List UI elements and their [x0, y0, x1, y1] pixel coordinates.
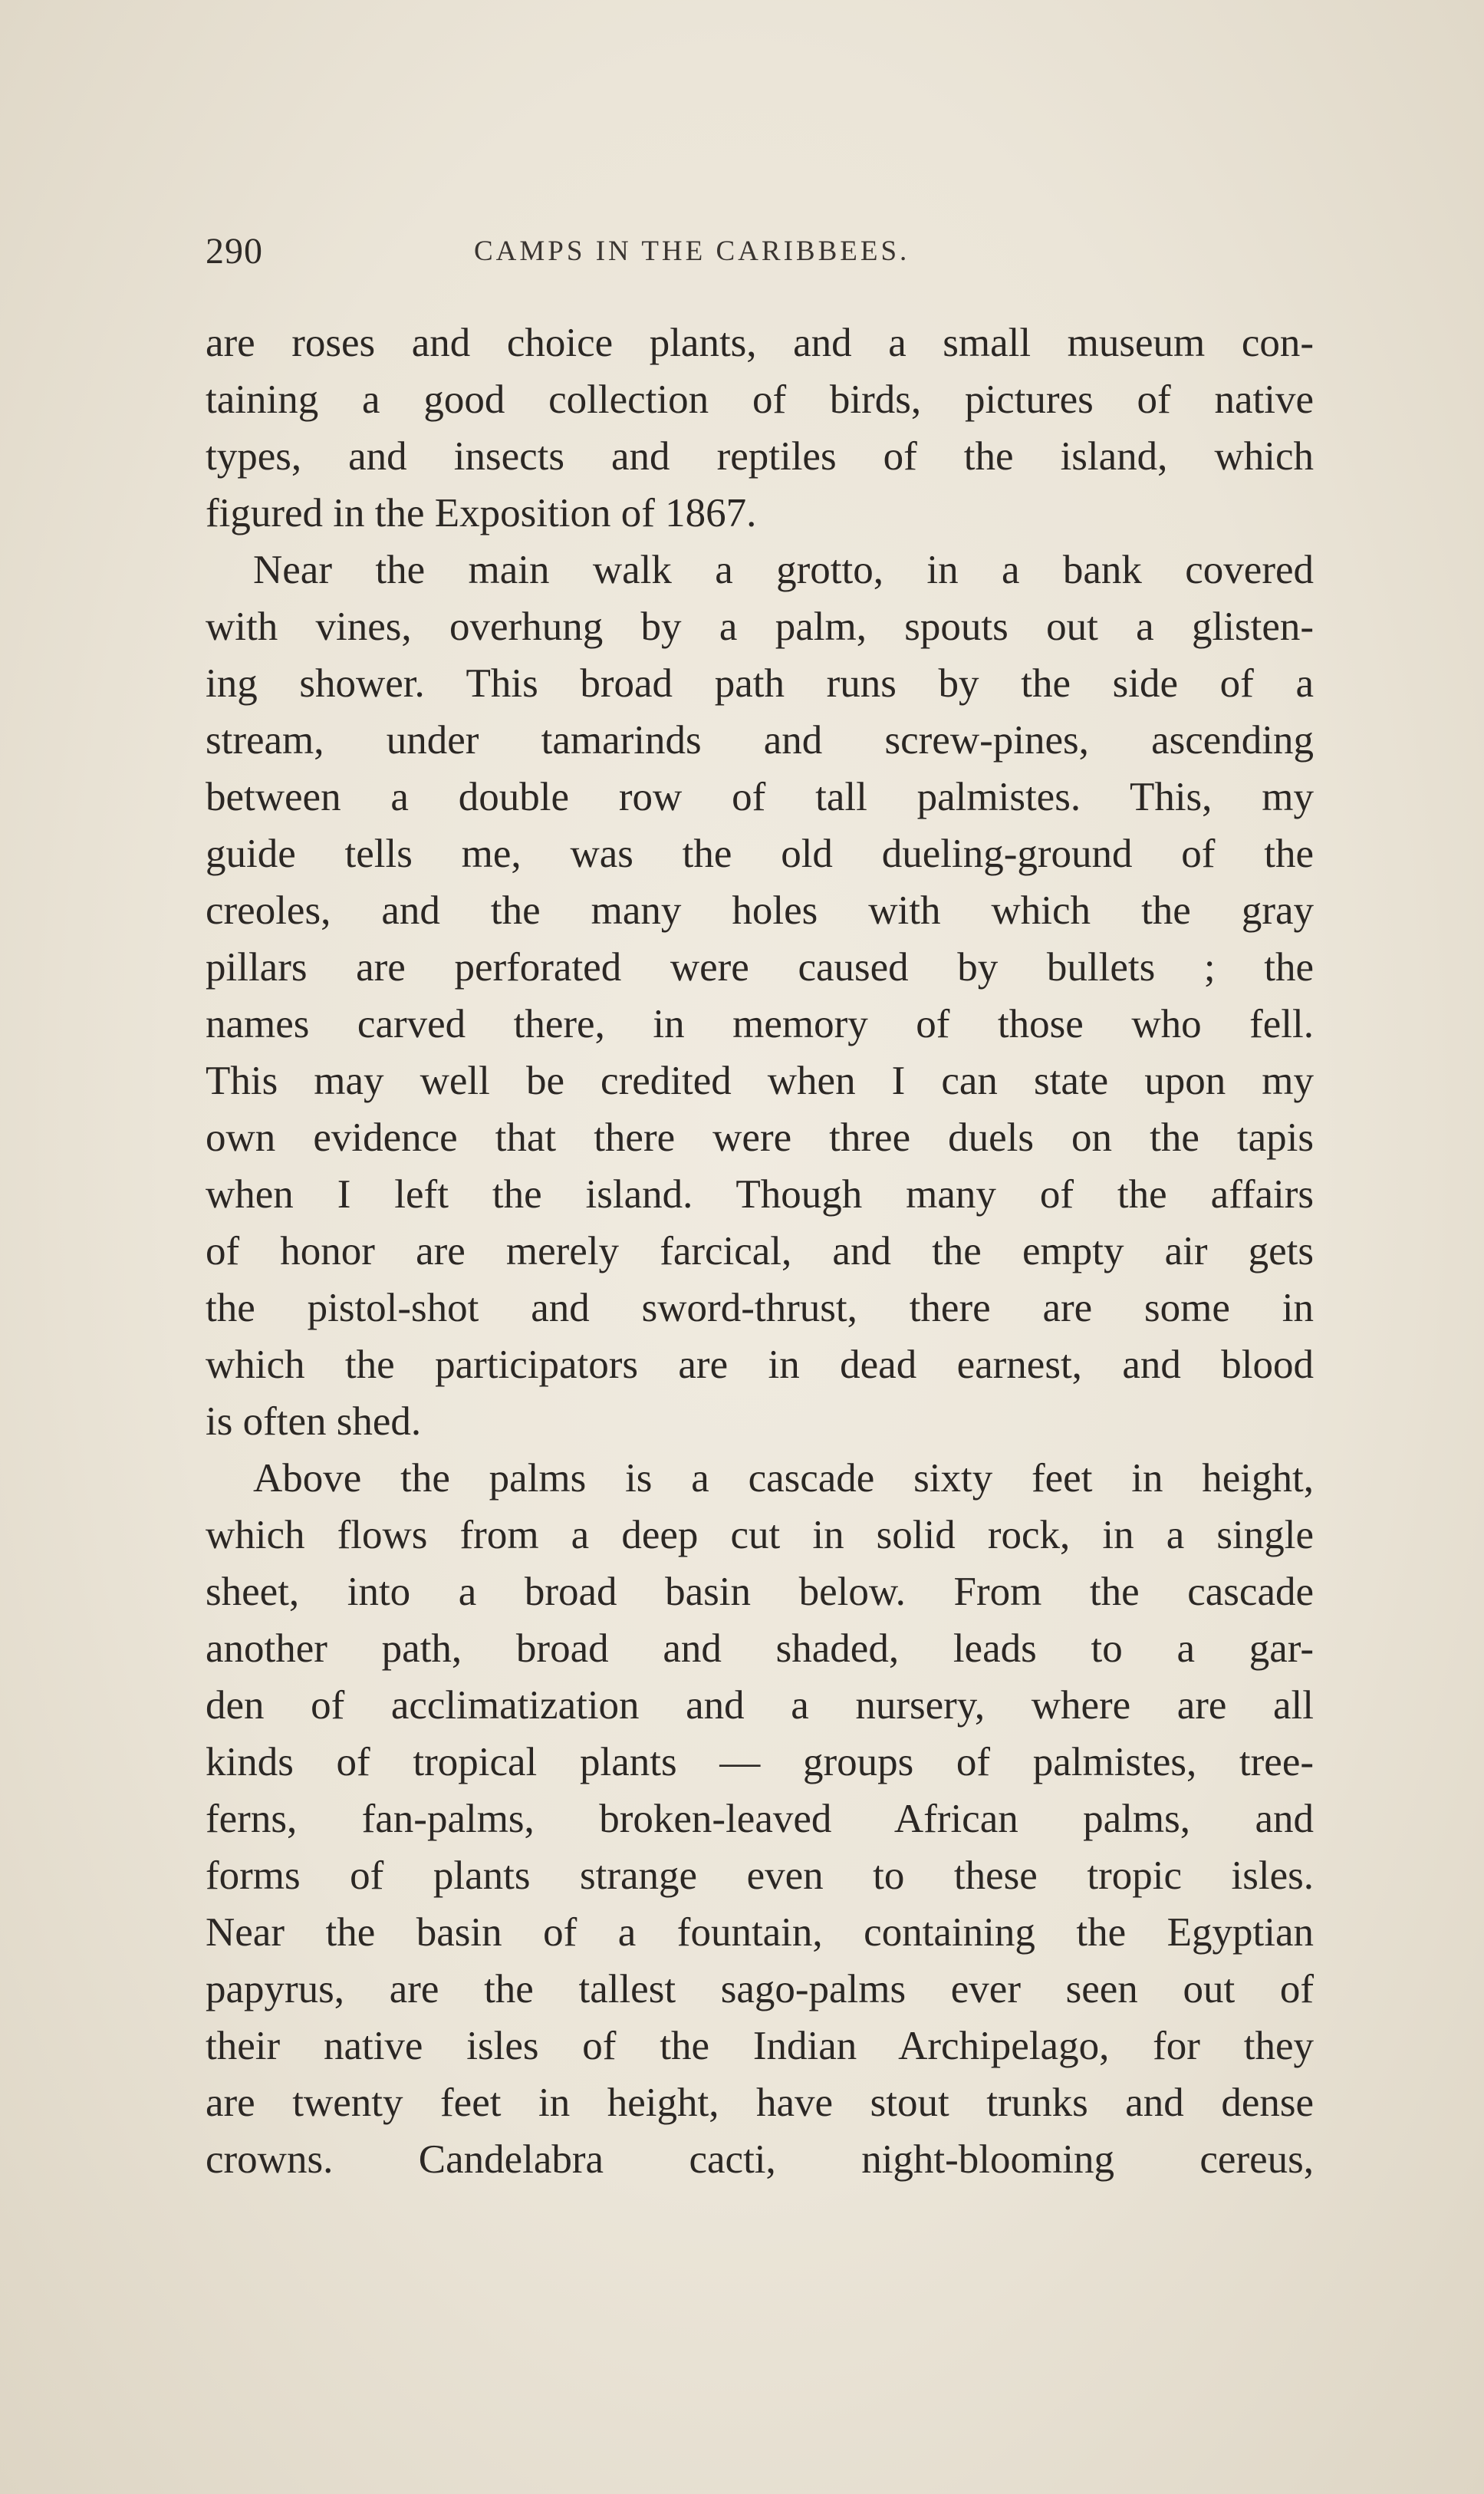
- text-line: types, and insects and reptiles of the island, which: [206, 434, 1314, 479]
- text-line: creoles, and the many holes with which the gray: [206, 888, 1314, 933]
- text-line: Near the basin of a fountain, containing the Egyptian: [206, 1910, 1314, 1955]
- text-line: of honor are merely farcical, and the empty air gets: [206, 1229, 1314, 1273]
- text-line: taining a good collection of birds, pictures of native: [206, 377, 1314, 422]
- text-line: guide tells me, was the old dueling-ground of the: [206, 832, 1314, 876]
- text-line: forms of plants strange even to these tropic isles.: [206, 1853, 1314, 1898]
- page-header: [206, 230, 1314, 276]
- text-line: the pistol-shot and sword-thrust, there are some in: [206, 1286, 1314, 1330]
- text-line: own evidence that there were three duels on the tapis: [206, 1115, 1314, 1160]
- text-line: This may well be credited when I can state upon my: [206, 1059, 1314, 1103]
- paragraph-start-line: Near the main walk a grotto, in a bank covered: [253, 548, 1314, 592]
- text-line: between a double row of tall palmistes. This, my: [206, 775, 1314, 819]
- text-line: pillars are perforated were caused by bullets ; the: [206, 945, 1314, 990]
- page-number: 290: [206, 231, 263, 272]
- text-line: figured in the Exposition of 1867.: [206, 491, 757, 535]
- running-head: CAMPS IN THE CARIBBEES.: [474, 236, 910, 267]
- text-line: are roses and choice plants, and a small museum con-: [206, 321, 1314, 365]
- paragraph-start-line: Above the palms is a cascade sixty feet in height,: [253, 1456, 1314, 1501]
- text-line: ing shower. This broad path runs by the side of a: [206, 661, 1314, 706]
- text-line: ferns, fan-palms, broken-leaved African palms, and: [206, 1797, 1314, 1841]
- text-line: is often shed.: [206, 1399, 422, 1444]
- text-line: sheet, into a broad basin below. From the cascade: [206, 1570, 1314, 1614]
- text-line: their native isles of the Indian Archipelago, for they: [206, 2024, 1314, 2068]
- text-line: crowns. Candelabra cacti, night-blooming cereus,: [206, 2137, 1314, 2182]
- text-line: when I left the island. Though many of the affairs: [206, 1172, 1314, 1217]
- text-line: names carved there, in memory of those who fell.: [206, 1002, 1314, 1046]
- text-line: which flows from a deep cut in solid rock, in a single: [206, 1513, 1314, 1557]
- text-line: are twenty feet in height, have stout trunks and dense: [206, 2081, 1314, 2125]
- text-line: stream, under tamarinds and screw-pines, ascending: [206, 718, 1314, 763]
- text-line: which the participators are in dead earnest, and blood: [206, 1343, 1314, 1387]
- body-text: [206, 315, 1314, 2188]
- text-line: another path, broad and shaded, leads to a gar-: [206, 1626, 1314, 1671]
- text-line: kinds of tropical plants — groups of palmistes, tree-: [206, 1740, 1314, 1784]
- text-line: with vines, overhung by a palm, spouts out a glisten-: [206, 605, 1314, 649]
- text-line: papyrus, are the tallest sago-palms ever seen out of: [206, 1967, 1314, 2011]
- text-line: den of acclimatization and a nursery, where are all: [206, 1683, 1314, 1728]
